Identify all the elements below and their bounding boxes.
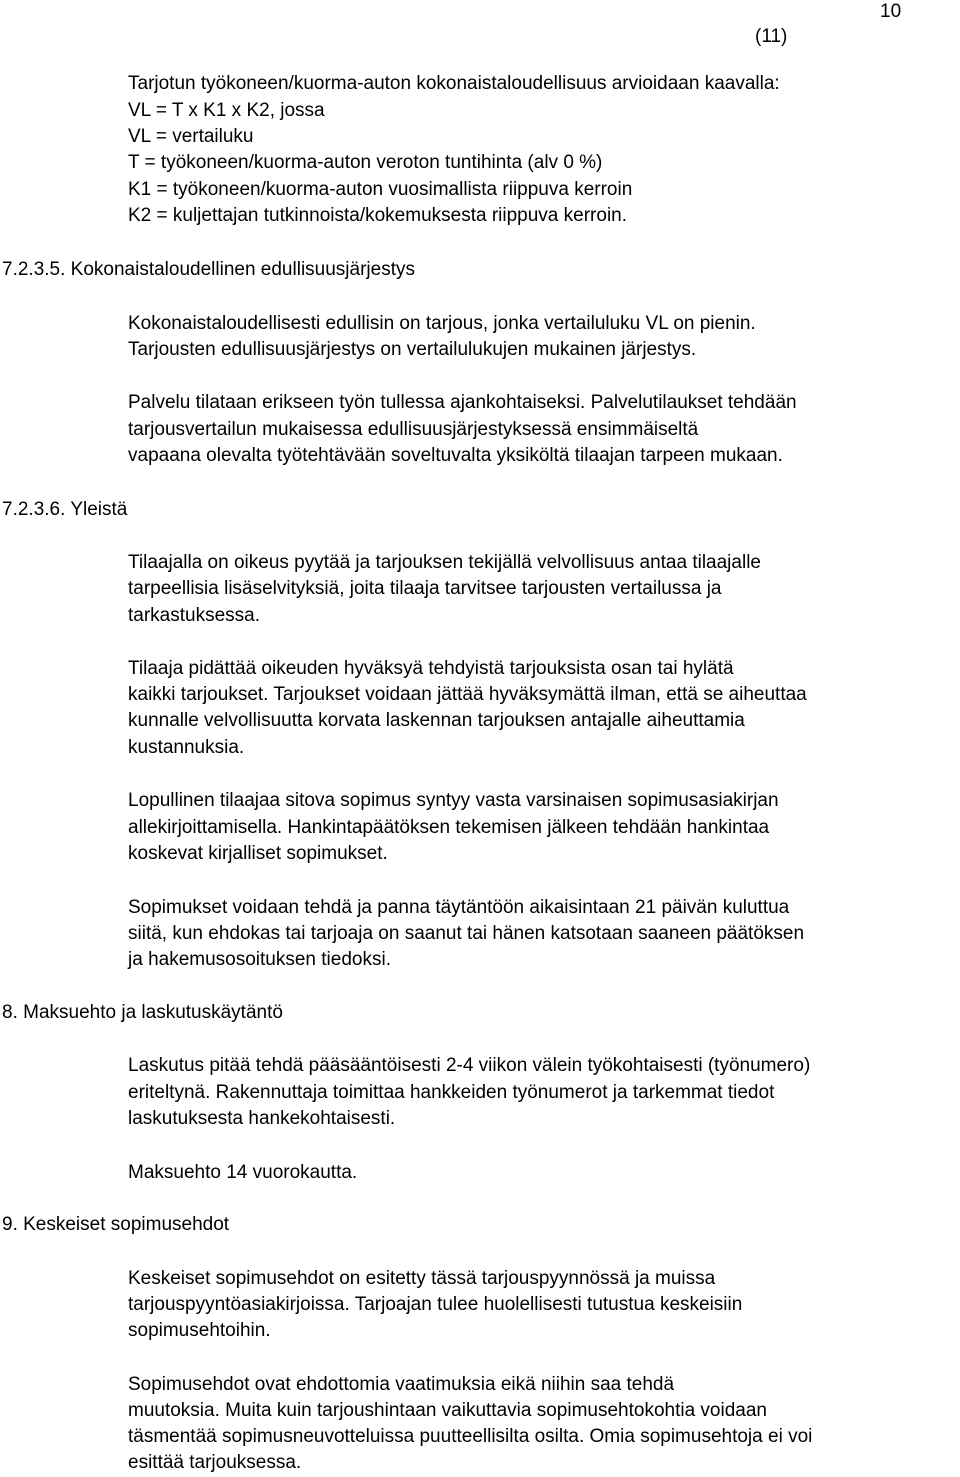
paragraph-line: vapaana olevalta työtehtävään soveltuvalta yksiköltä tilaajan tarpeen mukaan. [128,445,783,466]
paragraph-line: sopimusehtoihin. [128,1320,271,1341]
paragraph-line: allekirjoittamisella. Hankintapäätöksen tekemisen jälkeen tehdään hankintaa [128,817,770,838]
paragraph-line: Lopullinen tilaajaa sitova sopimus syntyy vasta varsinaisen sopimusasiakirjan [128,790,779,811]
section-heading-8: 8. Maksuehto ja laskutuskäytäntö [2,1002,283,1023]
paragraph-line: täsmentää sopimusneuvotteluissa puutteellisilta osilta. Omia sopimusehtoja ei voi [128,1426,813,1447]
paragraph-line: siitä, kun ehdokas tai tarjoaja on saanut tai hänen katsotaan saaneen päätöksen [128,923,805,944]
formula-line: K1 = työkoneen/kuorma-auton vuosimallista riippuva kerroin [128,179,633,200]
formula-line: Tarjotun työkoneen/kuorma-auton kokonaistaloudellisuus arvioidaan kaavalla: [128,73,780,94]
paragraph-line: Tarjousten edullisuusjärjestys on vertailulukujen mukainen järjestys. [128,339,697,360]
page-count: (11) [755,26,788,47]
paragraph-line: tarpeellisia lisäselvityksiä, joita tilaaja tarvitsee tarjousten vertailussa ja [128,578,722,599]
paragraph-line: tarkastuksessa. [128,605,260,626]
paragraph-line: kunnalle velvollisuutta korvata laskennan tarjouksen antajalle aiheuttamia [128,710,745,731]
paragraph-line: Tilaajalla on oikeus pyytää ja tarjouksen tekijällä velvollisuus antaa tilaajalle [128,552,761,573]
formula-line: VL = vertailuku [128,126,254,147]
paragraph-line: Tilaaja pidättää oikeuden hyväksyä tehdyistä tarjouksista osan tai hylätä [128,658,734,679]
paragraph-line: ja hakemusosoituksen tiedoksi. [128,949,391,970]
paragraph-line: koskevat kirjalliset sopimukset. [128,843,388,864]
paragraph-line: tarjouspyyntöasiakirjoissa. Tarjoajan tulee huolellisesti tutustua keskeisiin [128,1294,743,1315]
paragraph-line: laskutuksesta hankekohtaisesti. [128,1108,396,1129]
formula-line: VL = T x K1 x K2, jossa [128,100,325,121]
formula-line: T = työkoneen/kuorma-auton veroton tuntihinta (alv 0 %) [128,152,603,173]
paragraph-line: Sopimusehdot ovat ehdottomia vaatimuksia eikä niihin saa tehdä [128,1374,675,1395]
paragraph-line: Keskeiset sopimusehdot on esitetty tässä tarjouspyynnössä ja muissa [128,1268,716,1289]
paragraph-line: Kokonaistaloudellisesti edullisin on tarjous, jonka vertailuluku VL on pienin. [128,313,756,334]
paragraph-line: kaikki tarjoukset. Tarjoukset voidaan jättää hyväksymättä ilman, että se aiheuttaa [128,684,807,705]
paragraph-line: kustannuksia. [128,737,245,758]
formula-line: K2 = kuljettajan tutkinnoista/kokemuksesta riippuva kerroin. [128,205,628,226]
paragraph-line: Laskutus pitää tehdä pääsääntöisesti 2-4 viikon välein työkohtaisesti (työnumero) [128,1055,811,1076]
page-number: 10 [880,1,902,22]
paragraph-line: Palvelu tilataan erikseen työn tullessa ajankohtaiseksi. Palvelutilaukset tehdään [128,392,797,413]
section-heading-7235: 7.2.3.5. Kokonaistaloudellinen edullisuusjärjestys [2,259,415,280]
paragraph-line: Sopimukset voidaan tehdä ja panna täytäntöön aikaisintaan 21 päivän kuluttua [128,897,790,918]
paragraph-line: muutoksia. Muita kuin tarjoushintaan vaikuttavia sopimusehtokohtia voidaan [128,1400,767,1421]
paragraph-line: tarjousvertailun mukaisessa edullisuusjärjestyksessä ensimmäiseltä [128,419,699,440]
paragraph-line: Maksuehto 14 vuorokautta. [128,1162,358,1183]
paragraph-line: esittää tarjouksessa. [128,1452,302,1473]
paragraph-line: eriteltynä. Rakennuttaja toimittaa hankkeiden työnumerot ja tarkemmat tiedot [128,1082,775,1103]
section-heading-9: 9. Keskeiset sopimusehdot [2,1214,230,1235]
section-heading-7236: 7.2.3.6. Yleistä [2,499,128,520]
